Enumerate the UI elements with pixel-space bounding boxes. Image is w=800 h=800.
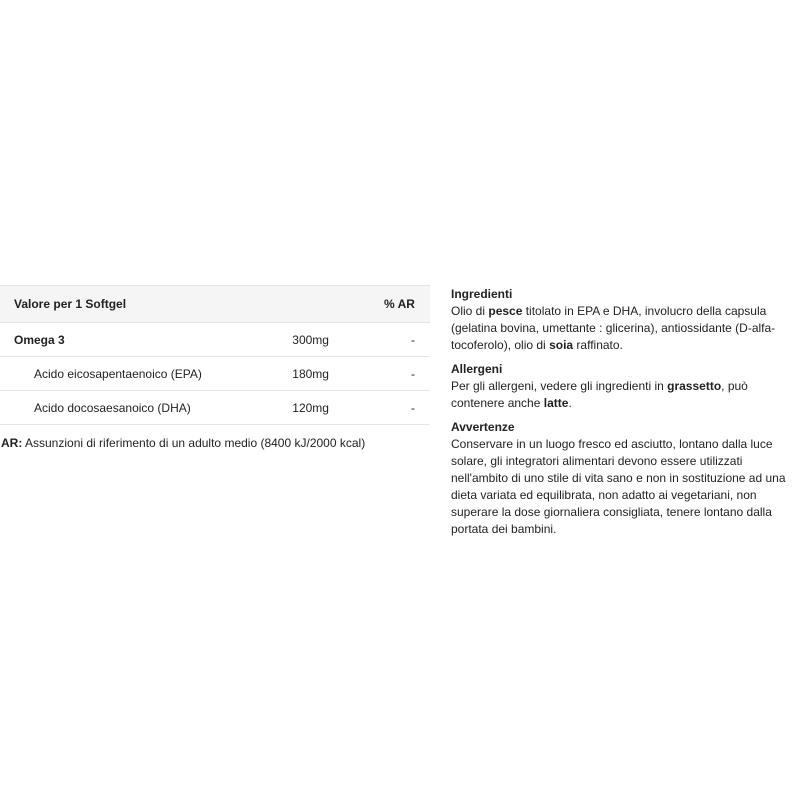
header-serving-label: Valore per 1 Softgel	[0, 286, 384, 323]
nutrition-table	[0, 285, 430, 425]
nutrient-ar: -	[384, 391, 430, 425]
warnings-title: Avvertenze	[451, 420, 515, 434]
allergens-text-part: .	[568, 396, 572, 410]
nutrient-amount: 300mg	[292, 323, 384, 357]
ingredients-bold-soia: soia	[549, 338, 574, 352]
ar-footnote	[0, 436, 430, 450]
table-row	[0, 357, 430, 391]
nutrient-ar: -	[384, 323, 430, 357]
nutrient-name: Acido eicosapentaenoico (EPA)	[0, 357, 292, 391]
table-header-row	[0, 286, 430, 323]
nutrient-amount: 120mg	[292, 391, 384, 425]
allergens-bold-grassetto: grassetto	[667, 379, 722, 393]
warnings-text: Conservare in un luogo fresco ed asciutto, lontano dalla luce solare, gli integratori alimentari devono essere utilizzati nell'ambito di uno stile di vita sano e non in sostituzione ad una dieta variata ed equilibrata, non adatto ai vegetariani, non superare la dose giornaliera consigliata, tenere lontano dalla portata dei bambini.	[451, 437, 786, 536]
table-row	[0, 391, 430, 425]
product-info-section	[451, 286, 795, 545]
ar-footnote-label: AR:	[1, 436, 23, 450]
nutrient-ar: -	[384, 357, 430, 391]
nutrient-name: Omega 3	[0, 323, 292, 357]
ingredients-text-part: Olio di	[451, 304, 489, 318]
table-row	[0, 323, 430, 357]
allergens-text	[451, 378, 795, 412]
ingredients-text-part: raffinato.	[573, 338, 623, 352]
nutrition-table-section	[0, 285, 430, 450]
ar-footnote-text: Assunzioni di riferimento di un adulto medio (8400 kJ/2000 kcal)	[25, 436, 366, 450]
ingredients-title: Ingredienti	[451, 287, 513, 301]
nutrient-name: Acido docosaesanoico (DHA)	[0, 391, 292, 425]
nutrient-amount: 180mg	[292, 357, 384, 391]
allergens-text-part: , può contenere anche	[451, 379, 748, 410]
ingredients-text	[451, 303, 795, 354]
header-ar-label: % AR	[384, 286, 430, 323]
ingredients-bold-pesce: pesce	[488, 304, 523, 318]
allergens-bold-latte: latte	[543, 396, 569, 410]
ingredients-text-part: titolato in EPA e DHA, involucro della capsula (gelatina bovina, umettante : glicerina), antiossidante (D-alfa-tocoferolo), olio di	[451, 304, 776, 352]
allergens-text-part: Per gli allergeni, vedere gli ingredienti in	[451, 379, 668, 393]
allergens-title: Allergeni	[451, 362, 503, 376]
